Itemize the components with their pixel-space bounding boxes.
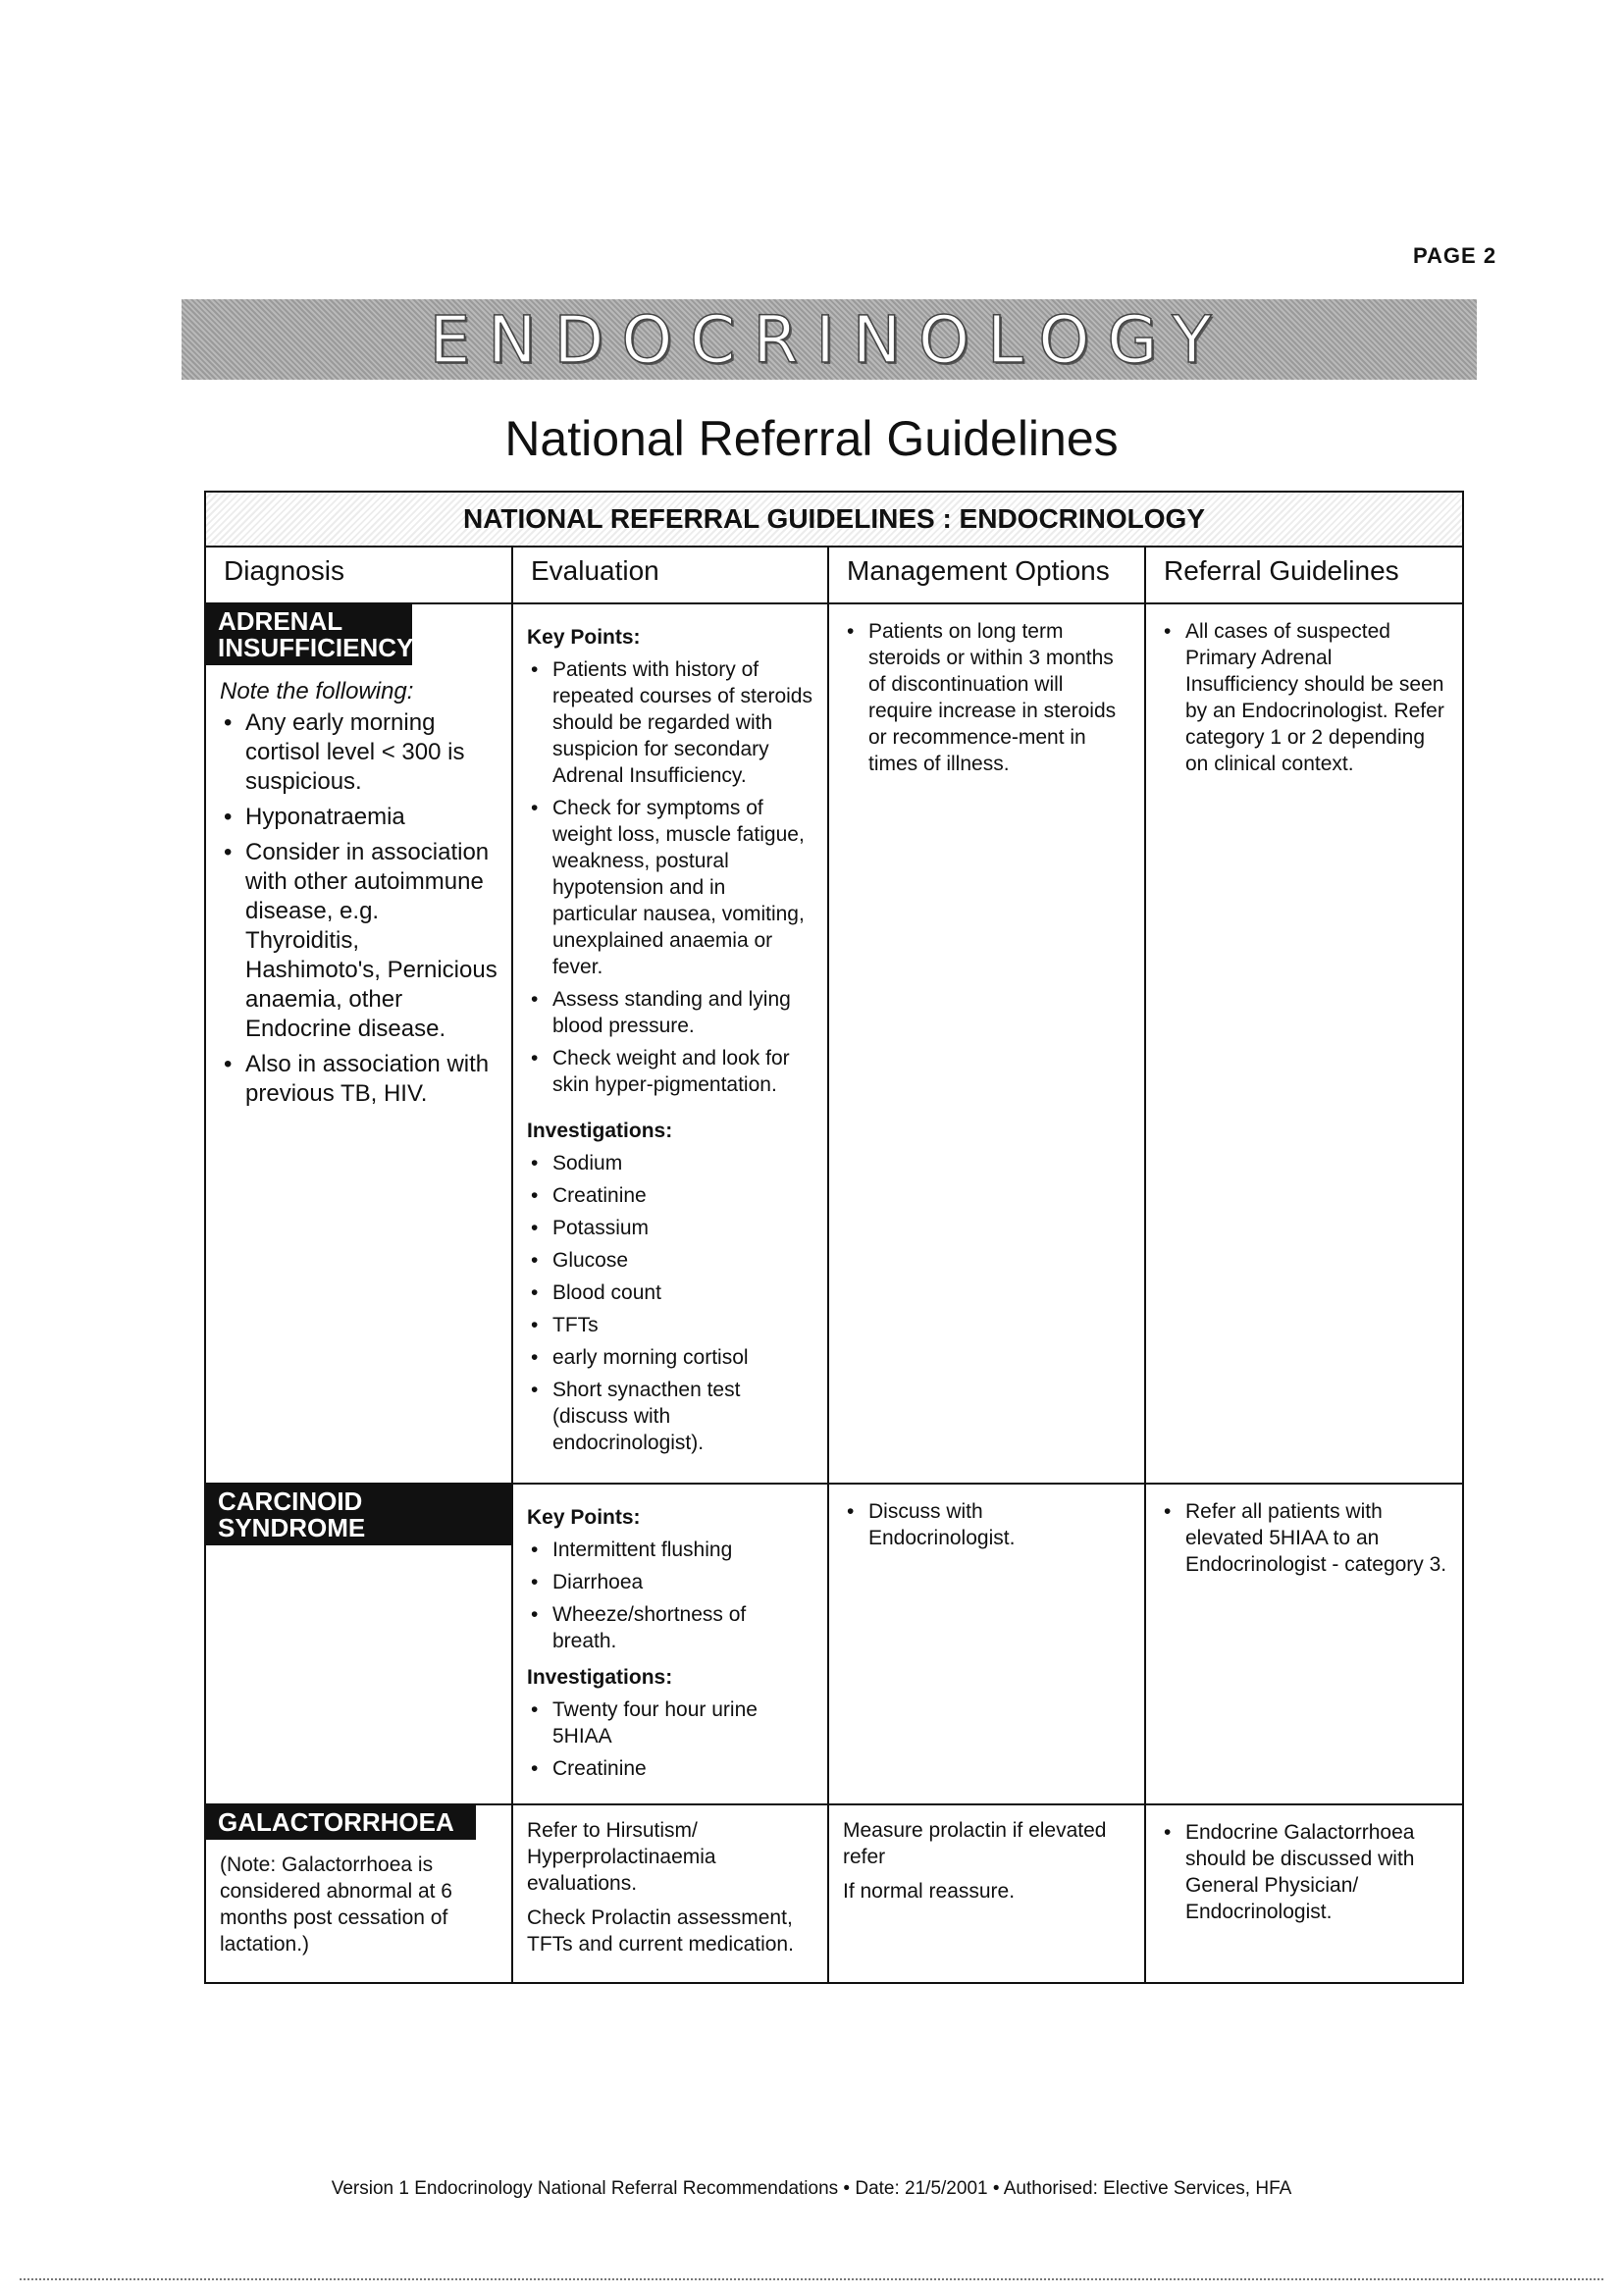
referral-cell [1146, 1485, 1462, 1803]
referral-cell [1146, 604, 1462, 1483]
column-header-evaluation: Evaluation [513, 548, 829, 602]
management-paragraph: If normal reassure. [843, 1880, 1016, 1903]
diagnosis-label: CARCINOID SYNDROME [206, 1485, 511, 1545]
referral-list [1160, 1498, 1448, 1578]
list-item: • Assess standing and lying blood pressure. [527, 986, 813, 1039]
list-item: • Intermittent flushing [527, 1537, 813, 1563]
key-points-list [527, 1537, 813, 1654]
diagnosis-cell [206, 1485, 513, 1803]
key-points-heading: Key Points: [527, 1506, 641, 1529]
list-item: • Refer all patients with elevated 5HIAA to an Endocrinologist - category 3. [1160, 1498, 1448, 1578]
management-cell [829, 604, 1146, 1483]
column-header-management: Management Options [829, 548, 1146, 602]
table-title: NATIONAL REFERRAL GUIDELINES : ENDOCRINOLOGY [206, 493, 1462, 548]
diagnosis-note-heading: Note the following: [220, 678, 414, 704]
referral-list [1160, 618, 1448, 777]
investigations-heading: Investigations: [527, 1666, 673, 1689]
evaluation-paragraph: Check Prolactin assessment, TFTs and current medication. [527, 1906, 794, 1956]
evaluation-cell [513, 1805, 829, 1982]
title-banner [182, 299, 1477, 380]
referral-cell [1146, 1805, 1462, 1982]
list-item: • Potassium [527, 1215, 813, 1241]
evaluation-paragraph: Refer to Hirsutism/ Hyperprolactinaemia evaluations. [527, 1819, 716, 1895]
investigations-list [527, 1696, 813, 1782]
list-item: • TFTs [527, 1312, 813, 1338]
diagnosis-label: ADRENAL INSUFFICIENCY [206, 604, 412, 665]
list-item: • Glucose [527, 1247, 813, 1274]
diagnosis-cell [206, 604, 513, 1483]
page-footer: Version 1 Endocrinology National Referral Recommendations • Date: 21/5/2001 • Authorised: Elective Services, HFA [331, 2178, 1292, 2199]
list-item: • Blood count [527, 1279, 813, 1306]
list-item: • Also in association with previous TB, HIV. [220, 1050, 497, 1109]
key-points-heading: Key Points: [527, 626, 641, 649]
bottom-dotted-divider [20, 2278, 1603, 2280]
list-item: • early morning cortisol [527, 1344, 813, 1371]
list-item: • Wheeze/shortness of breath. [527, 1601, 813, 1654]
guidelines-table [204, 491, 1464, 1984]
list-item: • Creatinine [527, 1182, 813, 1209]
list-item: • All cases of suspected Primary Adrenal Insufficiency should be seen by an Endocrinologist. Refer category 1 or 2 depending on clinical context. [1160, 618, 1448, 777]
list-item: • Endocrine Galactorrhoea should be discussed with General Physician/ Endocrinologist. [1160, 1819, 1448, 1925]
management-paragraph: Measure prolactin if elevated refer [843, 1819, 1107, 1868]
table-row-galactorrhoea [206, 1805, 1462, 1982]
management-list [843, 1498, 1130, 1551]
list-item: • Check for symptoms of weight loss, muscle fatigue, weakness, postural hypotension and in particular nausea, vomiting, unexplained anaemia or fever. [527, 795, 813, 980]
key-points-list [527, 656, 813, 1098]
list-item: • Consider in association with other autoimmune disease, e.g. Thyroiditis, Hashimoto's, Pernicious anaemia, other Endocrine disease. [220, 838, 497, 1044]
referral-list [1160, 1819, 1448, 1925]
list-item: • Short synacthen test (discuss with endocrinologist). [527, 1377, 813, 1456]
list-item: • Diarrhoea [527, 1569, 813, 1595]
management-list [843, 618, 1130, 777]
column-header-diagnosis: Diagnosis [206, 548, 513, 602]
list-item: • Twenty four hour urine 5HIAA [527, 1696, 813, 1749]
diagnosis-label: GALACTORRHOEA [206, 1805, 476, 1840]
investigations-list [527, 1150, 813, 1456]
list-item: • Sodium [527, 1150, 813, 1176]
table-row-carcinoid-syndrome [206, 1485, 1462, 1805]
investigations-heading: Investigations: [527, 1120, 673, 1142]
list-item: • Check weight and look for skin hyper-pigmentation. [527, 1045, 813, 1098]
management-cell [829, 1805, 1146, 1982]
list-item: • Hyponatraemia [220, 803, 497, 832]
diagnosis-list [220, 708, 497, 1109]
list-item: • Creatinine [527, 1755, 813, 1782]
column-header-referral: Referral Guidelines [1164, 555, 1399, 586]
table-row-adrenal-insufficiency [206, 604, 1462, 1485]
diagnosis-cell [206, 1805, 513, 1982]
list-item: • Patients on long term steroids or within 3 months of discontinuation will require increase in steroids or recommence-ment in times of illness. [843, 618, 1130, 777]
column-header-row [206, 548, 1462, 604]
evaluation-cell [513, 1485, 829, 1803]
list-item: • Any early morning cortisol level < 300 is suspicious. [220, 708, 497, 797]
list-item: • Discuss with Endocrinologist. [843, 1498, 1130, 1551]
page-subtitle: National Referral Guidelines [504, 411, 1119, 466]
management-cell [829, 1485, 1146, 1803]
diagnosis-body [206, 665, 511, 1126]
list-item: • Patients with history of repeated courses of steroids should be regarded with suspicion for secondary Adrenal Insufficiency. [527, 656, 813, 789]
page-number: PAGE 2 [1413, 243, 1497, 268]
banner-title: ENDOCRINOLOGY [429, 301, 1230, 378]
diagnosis-note: (Note: Galactorrhoea is considered abnormal at 6 months post cessation of lactation.) [220, 1853, 452, 1956]
evaluation-cell [513, 604, 829, 1483]
